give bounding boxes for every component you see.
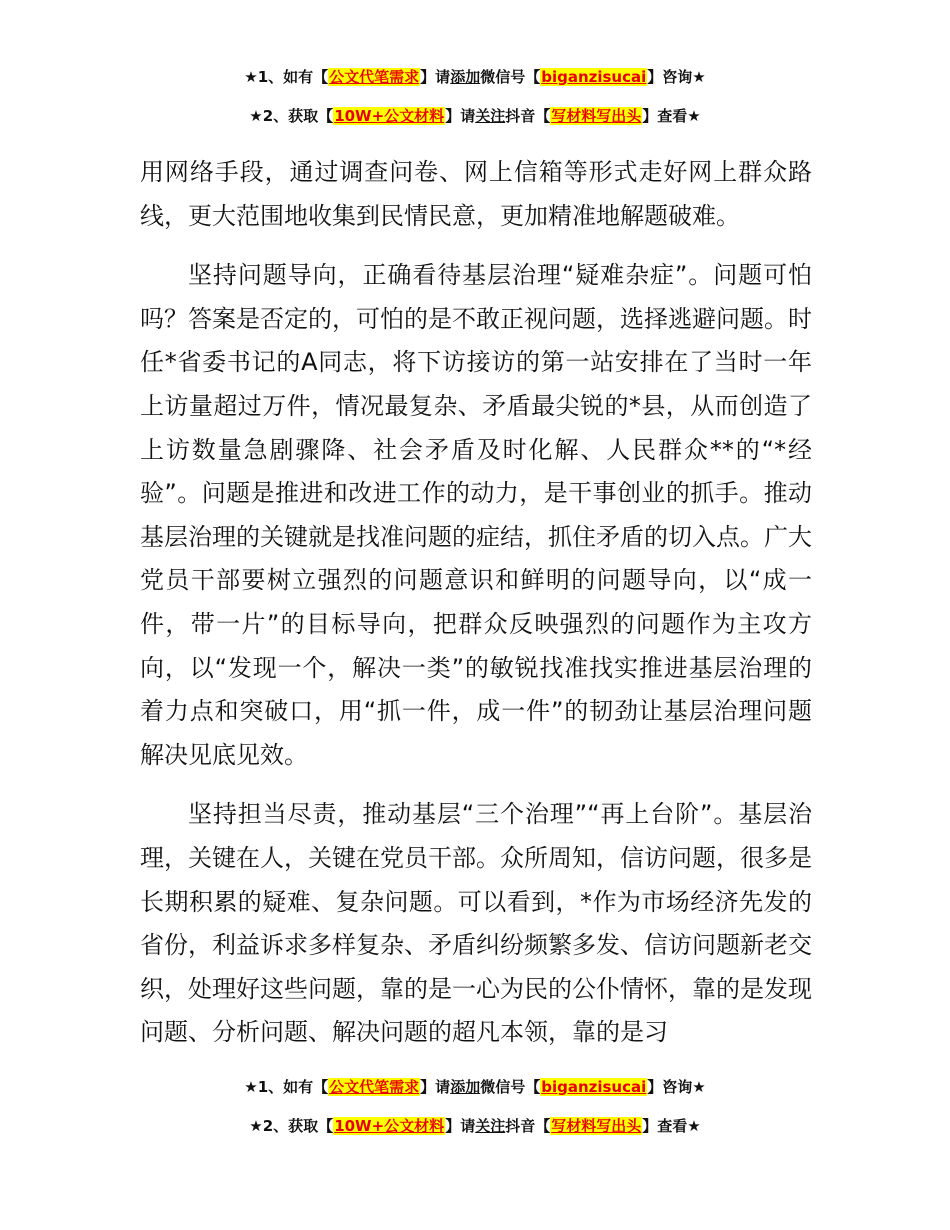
promo-highlight: 10W+公文材料	[334, 1117, 445, 1135]
document-body	[140, 151, 812, 1071]
paragraph-continued: 用网络手段，通过调查问卷、网上信箱等形式走好网上群众路线，更大范围地收集到民情民意，更加精准地解题破难。	[140, 158, 812, 230]
promo-text: 】咨询★	[647, 1078, 706, 1096]
header-promo-line-2	[0, 105, 950, 127]
promo-underlined: 添加	[450, 1078, 481, 1096]
promo-text: 】咨询★	[647, 68, 706, 86]
footer-promo-line-2	[0, 1115, 950, 1137]
promo-text: 】请	[420, 1078, 451, 1096]
promo-text: 微信号【	[480, 1078, 541, 1096]
promo-highlight: 公文代笔需求	[329, 1078, 420, 1096]
header-promo-line-1	[0, 66, 950, 88]
promo-text: 】请	[420, 68, 451, 86]
promo-underlined: 关注	[475, 107, 506, 125]
promo-text: ★2、获取【	[249, 1117, 334, 1135]
douyin-account: 写材料写出头	[551, 107, 642, 125]
promo-text: 抖音【	[505, 1117, 551, 1135]
promo-highlight: 公文代笔需求	[329, 68, 420, 86]
wechat-id: biganzisucai	[541, 1078, 647, 1096]
promo-text: ★2、获取【	[249, 107, 334, 125]
promo-text: 微信号【	[480, 68, 541, 86]
footer-promo-line-1	[0, 1076, 950, 1098]
douyin-account: 写材料写出头	[551, 1117, 642, 1135]
wechat-id: biganzisucai	[541, 68, 647, 86]
promo-text: 抖音【	[505, 107, 551, 125]
promo-underlined: 关注	[475, 1117, 506, 1135]
promo-text: 】查看★	[642, 1117, 701, 1135]
promo-highlight: 10W+公文材料	[334, 107, 445, 125]
promo-text: 】请	[445, 1117, 476, 1135]
paragraph-responsibility: 坚持担当尽责，推动基层“三个治理”“再上台阶”。基层治理，关键在人，关键在党员干部。众所周知，信访问题，很多是长期积累的疑难、复杂问题。可以看到，*作为市场经济先发的省份，利益诉求多样复杂、矛盾纠纷频繁多发、信访问题新老交织，处理好这些问题，靠的是一心为民的公仆情怀，靠的是发现问题、分析问题、解决问题的超凡本领，靠的是习	[140, 800, 812, 1047]
paragraph-problem-orientation: 坚持问题导向，正确看待基层治理“疑难杂症”。问题可怕吗？答案是否定的，可怕的是不敢正视问题，选择逃避问题。时任*省委书记的A同志，将下访接访的第一站安排在了当时一年上访量超过万件，情况最复杂、矛盾最尖锐的*县，从而创造了上访数量急剧骤降、社会矛盾及时化解、人民群众**的“*经验”。问题是推进和改进工作的动力，是干事创业的抓手。推动基层治理的关键就是找准问题的症结，抓住矛盾的切入点。广大党员干部要树立强烈的问题意识和鲜明的问题导向，以“成一件，带一片”的目标导向，把群众反映强烈的问题作为主攻方向，以“发现一个，解决一类”的敏锐找准找实推进基层治理的着力点和突破口，用“抓一件，成一件”的韧劲让基层治理问题解决见底见效。	[140, 261, 812, 769]
promo-text: ★1、如有【	[244, 68, 329, 86]
promo-text: 】查看★	[642, 107, 701, 125]
promo-text: 】请	[445, 107, 476, 125]
promo-underlined: 添加	[450, 68, 481, 86]
promo-text: ★1、如有【	[244, 1078, 329, 1096]
